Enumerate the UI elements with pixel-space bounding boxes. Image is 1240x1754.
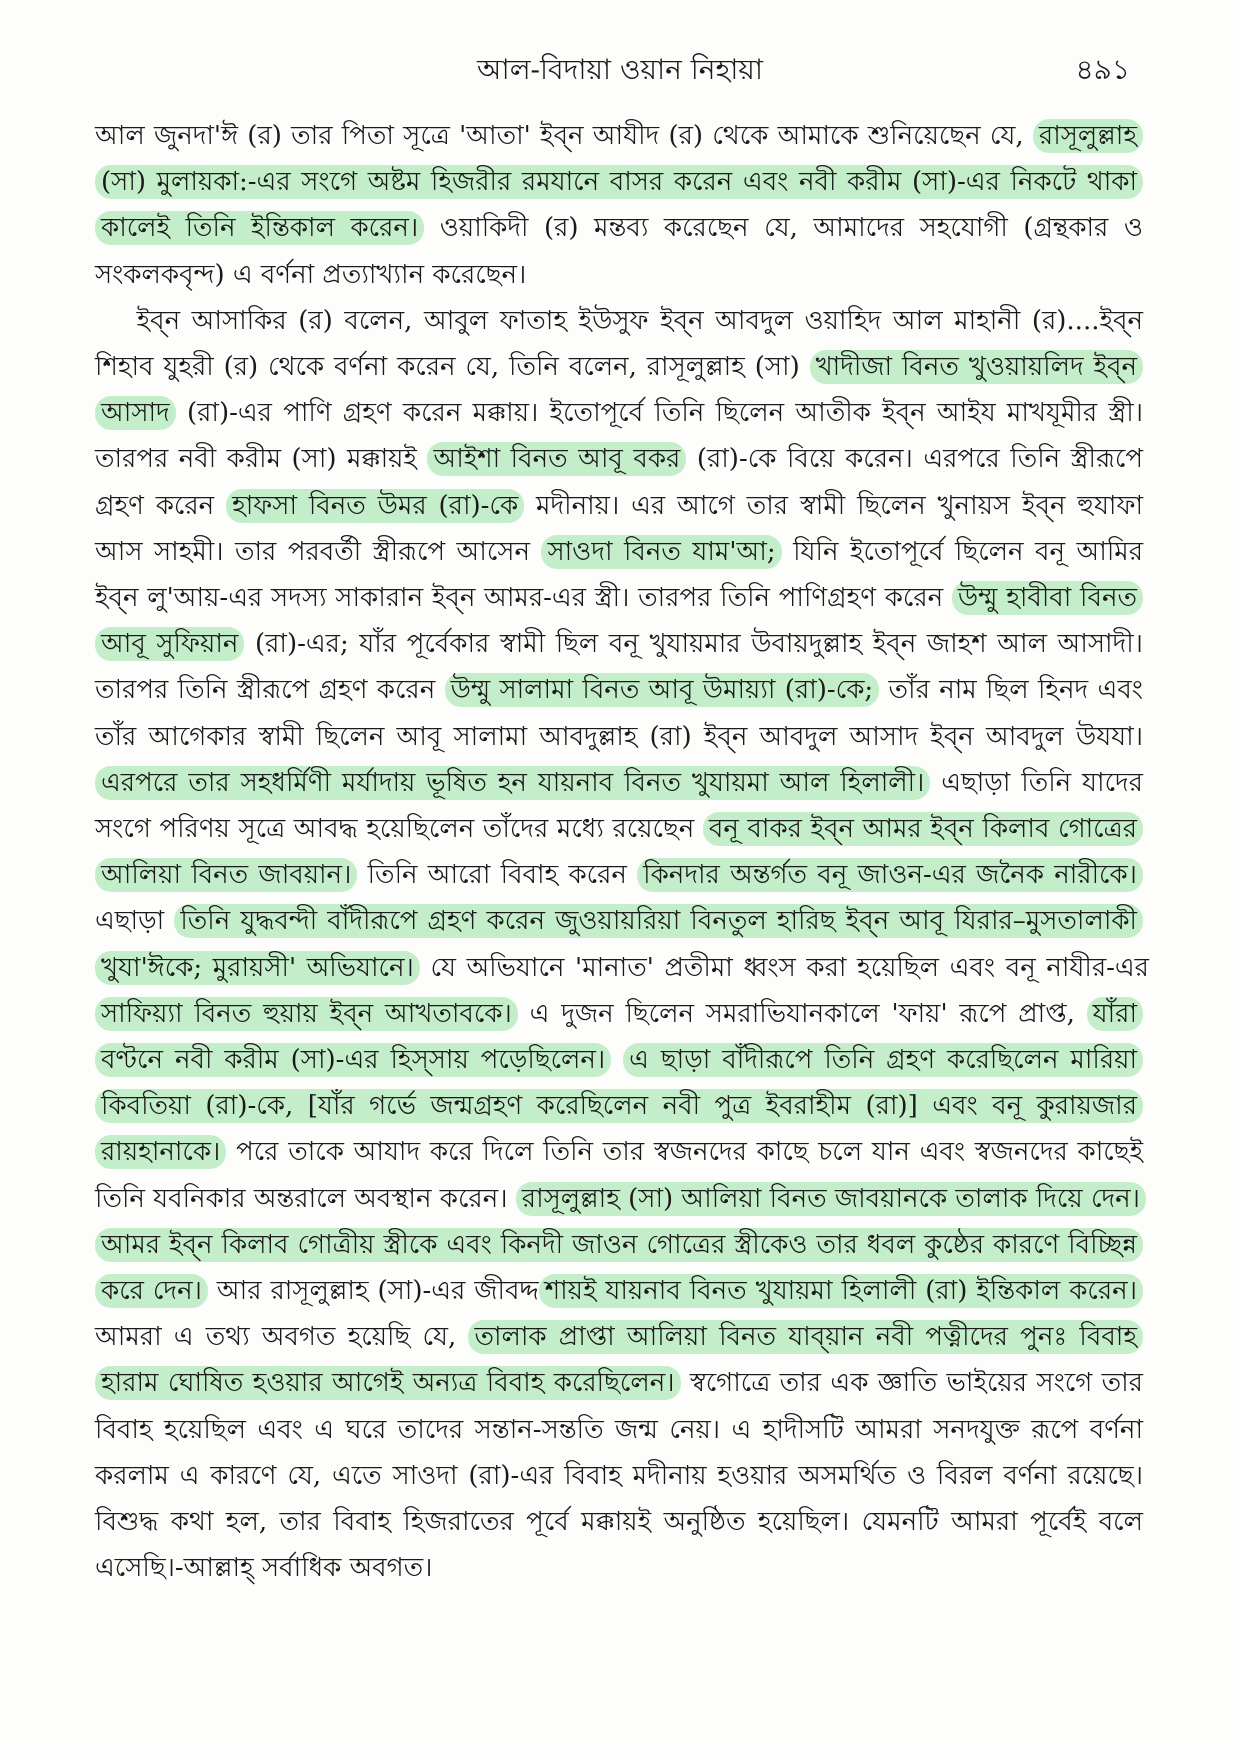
- highlighted-passage: সাওদা বিনত যাম'আ;: [541, 535, 781, 569]
- highlighted-passage: হাফসা বিনত উমর (রা)-কে: [226, 489, 524, 523]
- highlighted-passage: এ ছাড়া বাঁদীরূপে তিনি গ্রহণ করেছিলেন মারিয়া কিবতিয়া (রা)-কে, [যাঁর গর্ভে জন্মগ্রহণ করেছিলেন নবী পুত্র ইবরাহীম (রা)] এবং বনূ কুরায়জার রায়হানাকে।: [95, 1043, 1143, 1169]
- paragraph-2: [95, 298, 1149, 1592]
- text-run: যিনি ইতোপূর্বে ছিলেন বনূ আমির ইব্‌ন লু'আয়-এর সদস্য সাকারান ইব্‌ন আমর-এর স্ত্রী। তারপর তিনি পাণিগ্রহণ করেন: [95, 536, 1143, 614]
- highlighted-passage: এরপরে তার সহধর্মিণী মর্যাদায় ভূষিত হন যায়নাব বিনত খুযায়মা আল হিলালী।: [95, 766, 930, 800]
- page-header: [95, 44, 1145, 94]
- highlighted-passage: কিনদার অন্তর্গত বনূ জাওন-এর জনৈক নারীকে।: [637, 858, 1143, 892]
- text-run: যে অভিযানে 'মানাত' প্রতীমা ধ্বংস করা হয়েছিল এবং বনূ নাযীর-এর: [419, 952, 1149, 983]
- text-run: এছাড়া: [95, 906, 175, 937]
- text-run: আমরা এ তথ্য অবগত হয়েছি যে,: [95, 1322, 469, 1353]
- paragraph-1: [95, 113, 1143, 298]
- highlighted-passage: রাসূলুল্লাহ (সা) মুলায়কা:-এর সংগে অষ্টম হিজরীর রমযানে বাসর করেন এবং নবী করীম (সা)-এর নিকটে থাকা কালেই তিনি ইন্তিকাল করেন।: [95, 119, 1143, 245]
- highlighted-passage: সাফিয়্যা বিনত হুয়ায় ইব্‌ন আখতাবকে।: [95, 997, 518, 1031]
- text-run: ওয়াকিদী (র) মন্তব্য করেছেন যে, আমাদের সহযোগী (গ্রন্থকার ও সংকলকবৃন্দ) এ বর্ণনা প্রত্যাখ্যান করেছেন।: [95, 213, 1144, 290]
- text-run: মদীনায়। এর আগে তার স্বামী ছিলেন খুনায়স ইব্‌ন হুযাফা আস সাহমী। তার পরবর্তী স্ত্রীরূপে আসেন: [95, 490, 1144, 567]
- page-body: [95, 113, 1149, 1592]
- text-run: স্বগোত্রে তার এক জ্ঞাতি ভাইয়ের সংগে তার বিবাহ হয়েছিল এবং এ ঘরে তাদের সন্তান-সন্ততি জন্ম নেয়। এ হাদীসটি আমরা সনদযুক্ত রূপে বর্ণনা করলাম এ কারণে যে, এতে সাওদা (রা)-এর বিবাহ মদীনায় হওয়ার অসমর্থিত ও বিরল বর্ণনা রয়েছে। বিশুদ্ধ কথা হল, তার বিবাহ হিজরাতের পূর্বে মক্কায়ই অনুষ্ঠিত হয়েছিল। যেমনটি আমরা পূর্বেই বলে এসেছি।-আল্লাহ্‌ সর্বাধিক অবগত।: [95, 1368, 1143, 1584]
- text-run: (রা)-কে বিয়ে করেন। এরপরে তিনি স্ত্রীরূপে গ্রহণ করেন: [95, 444, 1144, 521]
- highlighted-passage: যাঁরা বণ্টনে নবী করীম (সা)-এর হিস্‌সায় পড়েছিলেন।: [95, 997, 1143, 1077]
- text-run: এ দুজন ছিলেন সমরাভিযানকালে 'ফায়' রূপে প্রাপ্ত,: [517, 998, 1087, 1029]
- highlighted-passage: রাসূলুল্লাহ (সা) আলিয়া বিনত জাবয়ানকে তালাক দিয়ে দেন। আমর ইব্‌ন কিলাব গোত্রীয় স্ত্রীকে এবং কিনদী জাওন গোত্রের স্ত্রীকেও তার ধবল কুষ্ঠের কারণে বিচ্ছিন্ন করে দেন।: [95, 1182, 1146, 1308]
- highlighted-passage: তিনি যুদ্ধবন্দী বাঁদীরূপে গ্রহণ করেন জুওয়ায়রিয়া বিনতুল হারিছ ইব্‌ন আবূ যিরার–মুসতালাকী খুযা'ঈকে; মুরায়সী' অভিযানে।: [95, 904, 1143, 984]
- highlighted-passage: শায়ই যায়নাব বিনত খুযায়মা হিলালী (রা) ইন্তিকাল করেন।: [539, 1274, 1143, 1308]
- text-run: (রা)-এর পাণি গ্রহণ করেন মক্কায়। ইতোপূর্বে তিনি ছিলেন আতীক ইব্‌ন আইয মাখযূমীর স্ত্রী। তারপর নবী করীম (সা) মক্কায়ই: [95, 398, 1143, 475]
- text-run: [611, 1045, 623, 1075]
- text-run: তিনি আরো বিবাহ করেন: [357, 860, 638, 891]
- highlighted-passage: উম্মু সালামা বিনত আবূ উমায়্যা (রা)-কে;: [445, 673, 880, 707]
- text-run: (রা)-এর; যাঁর পূর্বেকার স্বামী ছিল বনূ খুযায়মার উবায়দুল্লাহ ইব্‌ন জাহশ আল আসাদী। তারপর তিনি স্ত্রীরূপে গ্রহণ করেন: [95, 629, 1143, 706]
- highlighted-passage: উম্মু হাবীবা বিনত আবূ সুফিয়ান: [95, 581, 1143, 661]
- text-run: ইব্‌ন আসাকির (র) বলেন, আবুল ফাতাহ ইউসুফ ইব্‌ন আবদুল ওয়াহিদ আল মাহানী (র)....ইব্‌ন শিহাব যুহরী (র) থেকে বর্ণনা করেন যে, তিনি বলেন, রাসূলুল্লাহ (সা): [95, 305, 1143, 383]
- text-run: পরে তাকে আযাদ করে দিলে তিনি তার স্বজনদের কাছে চলে যান এবং স্বজনদের কাছেই তিনি যবনিকার অন্তরালে অবস্থান করেন।: [95, 1137, 1143, 1214]
- page-number: ৪৯১: [1075, 53, 1130, 86]
- highlighted-passage: বনূ বাকর ইব্‌ন আমর ইব্‌ন কিলাব গোত্রের আলিয়া বিনত জাবয়ান।: [95, 812, 1143, 892]
- text-run: এছাড়া তিনি যাদের সংগে পরিণয় সূত্রে আবদ্ধ হয়েছিলেন তাঁদের মধ্যে রয়েছেন: [95, 767, 1143, 845]
- highlighted-passage: তালাক প্রাপ্তা আলিয়া বিনত যাব্‌য়ান নবী পত্নীদের পুনঃ বিবাহ হারাম ঘোষিত হওয়ার আগেই অন্যত্র বিবাহ করেছিলেন।: [95, 1320, 1143, 1400]
- text-run: আর রাসূলুল্লাহ (সা)-এর জীবদ্দ: [207, 1276, 539, 1307]
- text-run: আল জুনদা'ঈ (র) তার পিতা সূত্রে 'আতা' ইব্‌ন আযীদ (র) থেকে আমাকে শুনিয়েছেন যে,: [95, 121, 1033, 151]
- highlighted-passage: খাদীজা বিনত খুওয়ায়লিদ ইব্‌ন আসাদ: [95, 350, 1143, 430]
- text-run: তাঁর নাম ছিল হিনদ এবং তাঁর আগেকার স্বামী ছিলেন আবূ সালামা আবদুল্লাহ (রা) ইব্‌ন আবদুল আসাদ ইব্‌ন আবদুল উযযা।: [95, 675, 1143, 752]
- running-title: আল-বিদায়া ওয়ান নিহায়া: [477, 53, 763, 86]
- highlighted-passage: আইশা বিনত আবূ বকর: [427, 442, 686, 476]
